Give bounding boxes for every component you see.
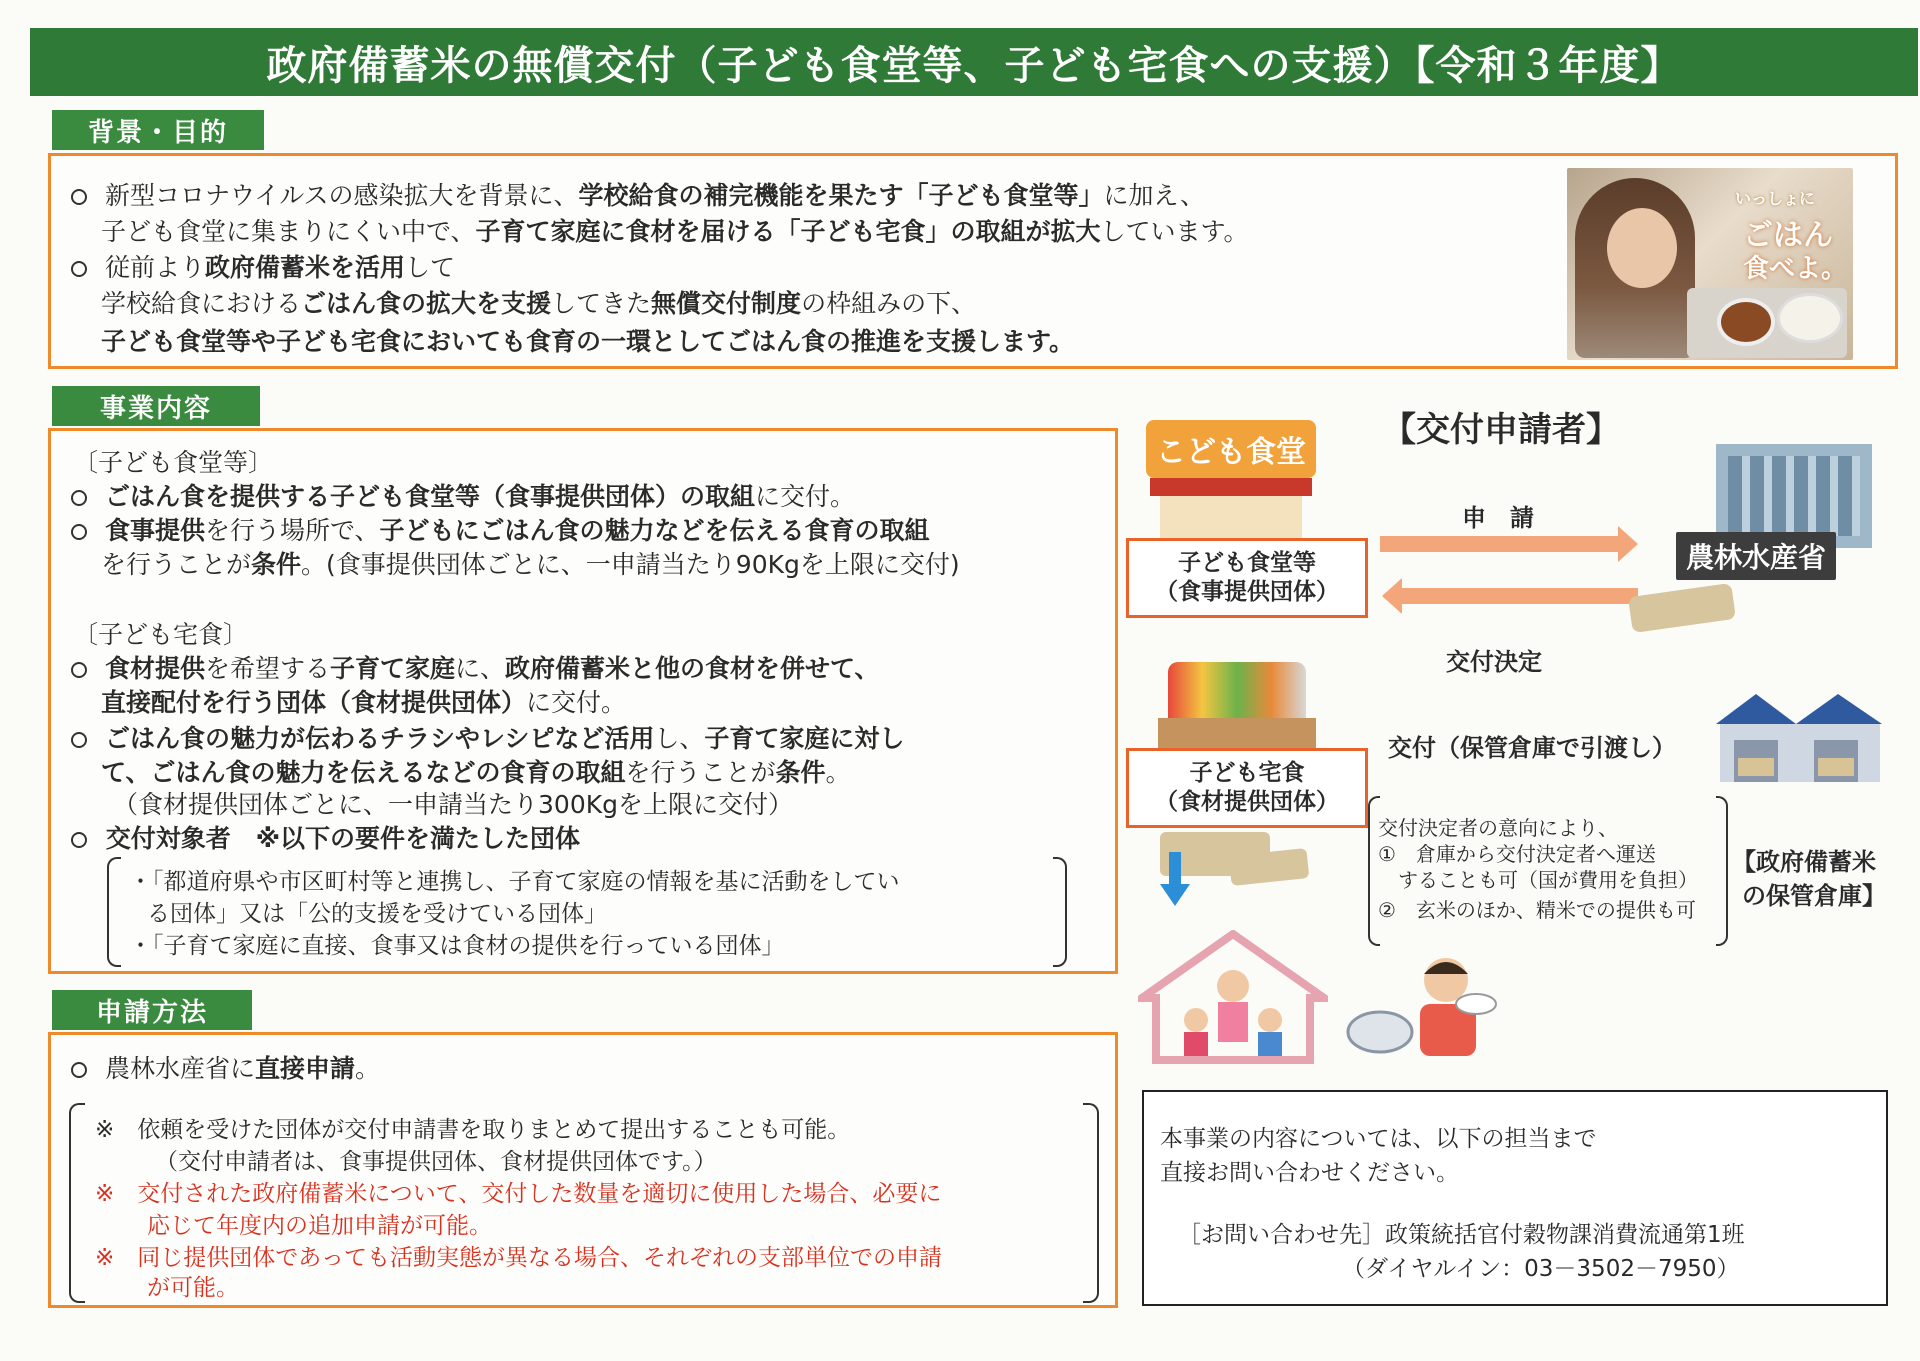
business-line-4: 食材提供を希望する子育て家庭に、政府備蓄米と他の食材を併せて、	[71, 649, 880, 685]
note-line-6: が可能。	[147, 1275, 239, 1301]
decision-arrow	[1382, 578, 1638, 614]
note-line-3: ※ 交付された政府備蓄米について、交付した数量を適切に使用した場合、必要に	[95, 1181, 942, 1207]
requirement-line-1: ・「都道府県や市区町村等と連携し、子育て家庭の情報を基に活動をしてい	[129, 869, 900, 895]
section-tag-background: 背景・目的	[52, 110, 264, 150]
requirement-line-3: ・「子育て家庭に直接、食事又は食材の提供を行っている団体」	[129, 933, 785, 959]
page-title: 政府備蓄米の無償交付（子ども食堂等、子ども宅食への支援）【令和３年度】	[30, 28, 1918, 96]
cafeteria-sign: こども食堂	[1146, 420, 1316, 478]
background-line-3: 従前より政府備蓄米を活用して	[71, 248, 455, 284]
bullet-icon	[71, 490, 87, 506]
down-arrow-icon	[1160, 852, 1190, 906]
requirement-line-2: る団体」又は「公的支援を受けている団体」	[147, 901, 607, 927]
delivery-note-4: ② 玄米のほか、精米での提供も可	[1378, 898, 1696, 922]
bullet-icon	[71, 189, 87, 205]
delivery-note-2: ① 倉庫から交付決定者へ運送	[1378, 842, 1656, 866]
heading-kodomo-shokudo: 〔子ども食堂等〕	[73, 448, 274, 477]
bullet-icon	[71, 732, 87, 748]
note-line-4: 応じて年度内の追加申請が可能。	[147, 1213, 492, 1239]
note-line-2: （交付申請者は、食事提供団体、食材提供団体です。）	[155, 1149, 717, 1175]
background-line-1: 新型コロナウイルスの感染拡大を背景に、学校給食の補完機能を果たす「子ども食堂等」に加え、	[71, 176, 1205, 212]
section-tag-business: 事業内容	[52, 386, 260, 426]
note-line-1: ※ 依頼を受けた団体が交付申請書を取りまとめて提出することも可能。	[95, 1117, 851, 1143]
rice-bowl	[1777, 293, 1843, 343]
applicant-title: 【交付申請者】	[1382, 410, 1620, 450]
photo-caption-3: 食べよ。	[1743, 254, 1848, 284]
business-line-5: 直接配付を行う団体（食材提供団体）に交付。	[101, 688, 627, 717]
warehouse-icon	[1716, 694, 1886, 796]
awning	[1150, 478, 1312, 496]
notes-bracket-right	[1083, 1103, 1099, 1303]
background-line-2: 子ども食堂に集まりにくい中で、子育て家庭に食材を届ける「子ども宅食」の取組が拡大しています。	[101, 217, 1249, 246]
bullet-icon	[71, 1062, 87, 1078]
food-items	[1168, 662, 1306, 718]
requirements-bracket-right	[1053, 857, 1067, 967]
contact-line-3: ［お問い合わせ先］政策統括官付穀物課消費流通第1班	[1178, 1222, 1745, 1248]
building-windows	[1728, 456, 1860, 536]
building-wall	[1160, 496, 1302, 544]
heading-kodomo-takushoku: 〔子ども宅食〕	[73, 620, 249, 649]
decision-label: 交付決定	[1446, 648, 1542, 676]
org-box-takushoku: 子ども宅食 （食材提供団体）	[1126, 748, 1368, 828]
business-line-3: を行うことが条件。(食事提供団体ごとに、一申請当たり90Kgを上限に交付)	[101, 550, 960, 579]
background-line-4: 学校給食におけるごはん食の拡大を支援してきた無償交付制度の枠組みの下、	[101, 289, 977, 318]
background-line-5: 子ども食堂等や子ども宅食においても食育の一環としてごはん食の推進を支援します。	[101, 327, 1075, 356]
delivery-label: 交付（保管倉庫で引渡し）	[1388, 734, 1676, 762]
contact-phone: （ダイヤルイン：03－3502－7950）	[1342, 1256, 1740, 1282]
apply-label: 申 請	[1462, 504, 1534, 532]
business-line-6: ごはん食の魅力が伝わるチラシやレシピなど活用し、子育て家庭に対し	[71, 719, 904, 755]
business-line-2: 食事提供を行う場所で、子どもにごはん食の魅力などを伝える食育の取組	[71, 511, 930, 547]
business-line-7: て、ごはん食の魅力を伝えるなどの食育の取組を行うことが条件。	[101, 758, 851, 787]
business-line-1: ごはん食を提供する子ども食堂等（食事提供団体）の取組に交付。	[71, 477, 855, 513]
family-house-icon	[1138, 930, 1328, 1066]
warehouse-label-1: 【政府備蓄米	[1732, 848, 1876, 876]
child-face	[1607, 208, 1677, 288]
note-line-5: ※ 同じ提供団体であっても活動実態が異なる場合、それぞれの支部単位での申請	[95, 1245, 943, 1271]
business-box	[48, 428, 1118, 974]
warehouse-label-2: の保管倉庫】	[1742, 882, 1886, 910]
rice-bags-icon	[1628, 583, 1736, 633]
cooking-mother-icon	[1346, 952, 1506, 1062]
photo-caption-1: いっしょに	[1735, 189, 1816, 208]
background-box	[48, 153, 1898, 369]
ministry-label: 農林水産省	[1676, 532, 1836, 580]
contact-line-1: 本事業の内容については、以下の担当まで	[1160, 1126, 1597, 1152]
business-line-9: 交付対象者 ※以下の要件を満たした団体	[71, 819, 580, 855]
arrows-svg	[1380, 522, 1640, 626]
bullet-icon	[71, 662, 87, 678]
delivery-note-bracket-right	[1716, 796, 1728, 946]
contact-line-2: 直接お問い合わせください。	[1160, 1160, 1459, 1186]
bullet-icon	[71, 261, 87, 277]
application-line-1: 農林水産省に直接申請。	[71, 1049, 380, 1085]
section-tag-application: 申請方法	[52, 990, 252, 1030]
contact-box	[1142, 1090, 1888, 1306]
delivery-note-1: 交付決定者の意向により、	[1378, 816, 1618, 840]
notes-bracket-left	[69, 1103, 85, 1303]
bullet-icon	[71, 524, 87, 540]
bullet-icon	[71, 832, 87, 848]
requirements-bracket-left	[107, 857, 121, 967]
business-line-8: （食材提供団体ごとに、一申請当たり300Kgを上限に交付）	[113, 790, 793, 819]
photo-caption-2: ごはん	[1743, 218, 1833, 253]
food-box-icon	[1158, 662, 1316, 762]
org-box-shokudo: 子ども食堂等 （食事提供団体）	[1126, 538, 1368, 618]
application-box	[48, 1032, 1118, 1308]
kodomo-shokudo-building-icon	[1146, 420, 1316, 544]
children-eating-photo	[1567, 168, 1853, 360]
soup-bowl	[1717, 298, 1775, 346]
delivery-note-3: することも可（国が費用を負担）	[1398, 868, 1698, 892]
